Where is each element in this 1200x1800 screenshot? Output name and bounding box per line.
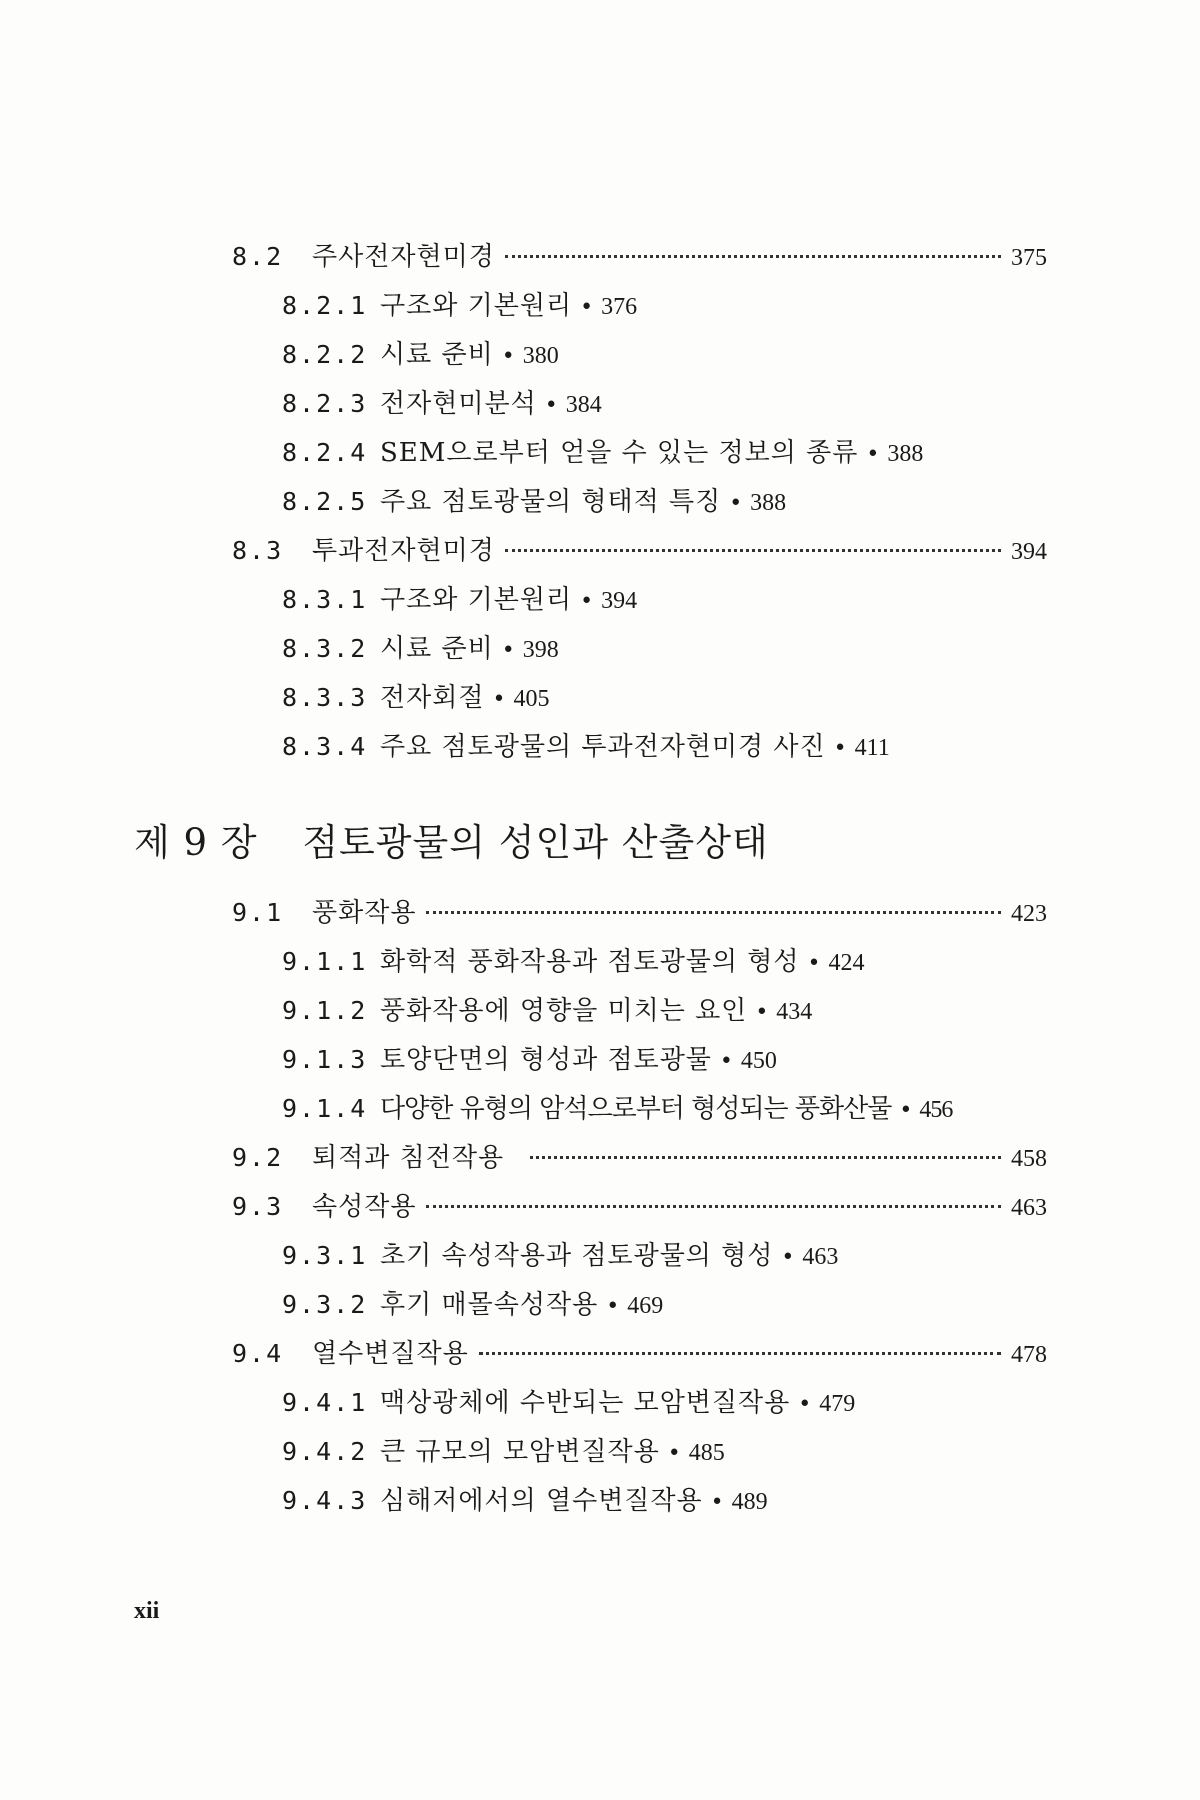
toc-subsection [282,1039,777,1083]
subsection-page: 398 [522,637,559,663]
subsection-title: 화학적 풍화작용과 점토광물의 형성 [380,947,800,977]
toc-subsection [282,383,602,427]
toc-subsection [282,726,890,770]
subsection-page: 376 [601,294,638,320]
subsection-title: 구조와 기본원리 [380,291,573,321]
toc-section [232,530,1047,574]
bullet-separator: • [580,589,594,614]
section-page: 458 [1011,1146,1047,1172]
subsection-title: 전자회절 [380,683,485,713]
section-page: 375 [1011,245,1047,271]
subsection-page: 469 [627,1293,664,1319]
toc-subsection [282,432,923,476]
toc-subsection [282,628,559,672]
section-page: 463 [1011,1195,1047,1221]
subsection-number: 8.3.3 [282,683,368,712]
bullet-separator: • [710,1490,724,1515]
subsection-title: 토양단면의 형성과 점토광물 [380,1045,712,1075]
subsection-number: 8.3.2 [282,634,368,663]
subsection-page: 411 [854,735,890,761]
subsection-number: 8.3.4 [282,732,368,761]
toc-subsection [282,1382,855,1426]
subsection-title: 맥상광체에 수반되는 모암변질작용 [380,1388,791,1418]
section-number: 9.2 [232,1143,284,1172]
dot-leader [479,1352,1001,1355]
bullet-separator: • [899,1098,912,1123]
bullet-separator: • [667,1441,681,1466]
subsection-number: 9.1.1 [282,947,368,976]
section-number: 8.2 [232,242,284,271]
subsection-page: 489 [731,1489,768,1515]
toc-subsection [282,334,559,378]
subsection-number: 8.3.1 [282,585,368,614]
subsection-title: 후기 매몰속성작용 [380,1290,599,1320]
section-page: 423 [1011,901,1047,927]
subsection-page: 405 [513,686,550,712]
subsection-title: 주요 점토광물의 형태적 특징 [380,487,722,517]
toc-subsection [282,1284,663,1328]
bullet-separator: • [719,1049,733,1074]
subsection-number: 8.2.5 [282,487,368,516]
bullet-separator: • [807,951,821,976]
bullet-separator: • [729,491,743,516]
section-title: 풍화작용 [312,898,417,928]
toc-subsection [282,1088,952,1132]
subsection-page: 456 [919,1097,953,1123]
bullet-separator: • [781,1245,795,1270]
dot-leader [530,1156,1001,1159]
toc-subsection [282,677,549,721]
dot-leader [505,549,1001,552]
subsection-number: 9.3.2 [282,1290,368,1319]
section-page: 478 [1011,1342,1047,1368]
bullet-separator: • [755,1000,769,1025]
subsection-page: 380 [522,343,559,369]
dot-leader [505,255,1001,258]
toc-subsection [282,1235,838,1279]
section-number: 9.1 [232,898,284,927]
toc-section [232,1137,1047,1181]
subsection-number: 9.1.4 [282,1094,368,1123]
subsection-title: 전자현미분석 [380,389,537,419]
page-folio: xii [134,1598,160,1624]
subsection-page: 479 [819,1391,856,1417]
section-title: 열수변질작용 [312,1339,469,1369]
toc-subsection [282,579,637,623]
subsection-title: 시료 준비 [380,634,494,664]
bullet-separator: • [833,736,847,761]
chapter-heading [134,812,769,866]
subsection-page: 388 [750,490,787,516]
bullet-separator: • [866,442,880,467]
dot-leader [426,911,1001,914]
bullet-separator: • [544,393,558,418]
subsection-title: 심해저에서의 열수변질작용 [380,1486,703,1516]
subsection-number: 9.3.1 [282,1241,368,1270]
subsection-title: 풍화작용에 영향을 미치는 요인 [380,996,748,1026]
subsection-page: 388 [887,441,924,467]
bullet-separator: • [501,638,515,663]
toc-section [232,1186,1047,1230]
section-number: 9.4 [232,1339,284,1368]
subsection-number: 8.2.4 [282,438,368,467]
toc-subsection [282,990,812,1034]
bullet-separator: • [606,1294,620,1319]
subsection-title: 큰 규모의 모암변질작용 [380,1437,660,1467]
bullet-separator: • [798,1392,812,1417]
subsection-number: 8.2.1 [282,291,368,320]
section-title: 투과전자현미경 [312,536,495,566]
subsection-title: 구조와 기본원리 [380,585,573,615]
toc-section [232,1333,1047,1377]
subsection-number: 9.4.2 [282,1437,368,1466]
toc-section [232,892,1047,936]
subsection-title: 초기 속성작용과 점토광물의 형성 [380,1241,774,1271]
toc-subsection [282,481,786,525]
subsection-number: 9.1.2 [282,996,368,1025]
bullet-separator: • [501,344,515,369]
toc-subsection [282,941,865,985]
section-title: 속성작용 [312,1192,417,1222]
subsection-number: 9.4.3 [282,1486,368,1515]
bullet-separator: • [492,687,506,712]
subsection-number: 9.1.3 [282,1045,368,1074]
section-title: 퇴적과 침전작용 [312,1143,505,1173]
subsection-page: 485 [688,1440,725,1466]
subsection-page: 434 [776,999,813,1025]
toc-section [232,236,1047,280]
dot-leader [426,1205,1001,1208]
subsection-title: SEM으로부터 얻을 수 있는 정보의 종류 [380,438,859,468]
subsection-title: 주요 점토광물의 투과전자현미경 사진 [380,732,826,762]
toc-subsection [282,285,637,329]
subsection-page: 394 [601,588,638,614]
section-number: 9.3 [232,1192,284,1221]
chapter-title: 점토광물의 성인과 산출상태 [302,821,769,864]
subsection-number: 9.4.1 [282,1388,368,1417]
subsection-page: 450 [740,1048,777,1074]
subsection-page: 463 [802,1244,839,1270]
subsection-title: 다양한 유형의 암석으로부터 형성되는 풍화산물 [380,1094,892,1124]
toc-subsection [282,1431,725,1475]
section-number: 8.3 [232,536,284,565]
chapter-label: 제 9 장 [134,821,258,864]
toc-subsection [282,1480,768,1524]
subsection-page: 424 [828,950,865,976]
subsection-number: 8.2.2 [282,340,368,369]
subsection-page: 384 [565,392,602,418]
section-title: 주사전자현미경 [312,242,495,272]
bullet-separator: • [580,295,594,320]
subsection-number: 8.2.3 [282,389,368,418]
subsection-title: 시료 준비 [380,340,494,370]
section-page: 394 [1011,539,1047,565]
